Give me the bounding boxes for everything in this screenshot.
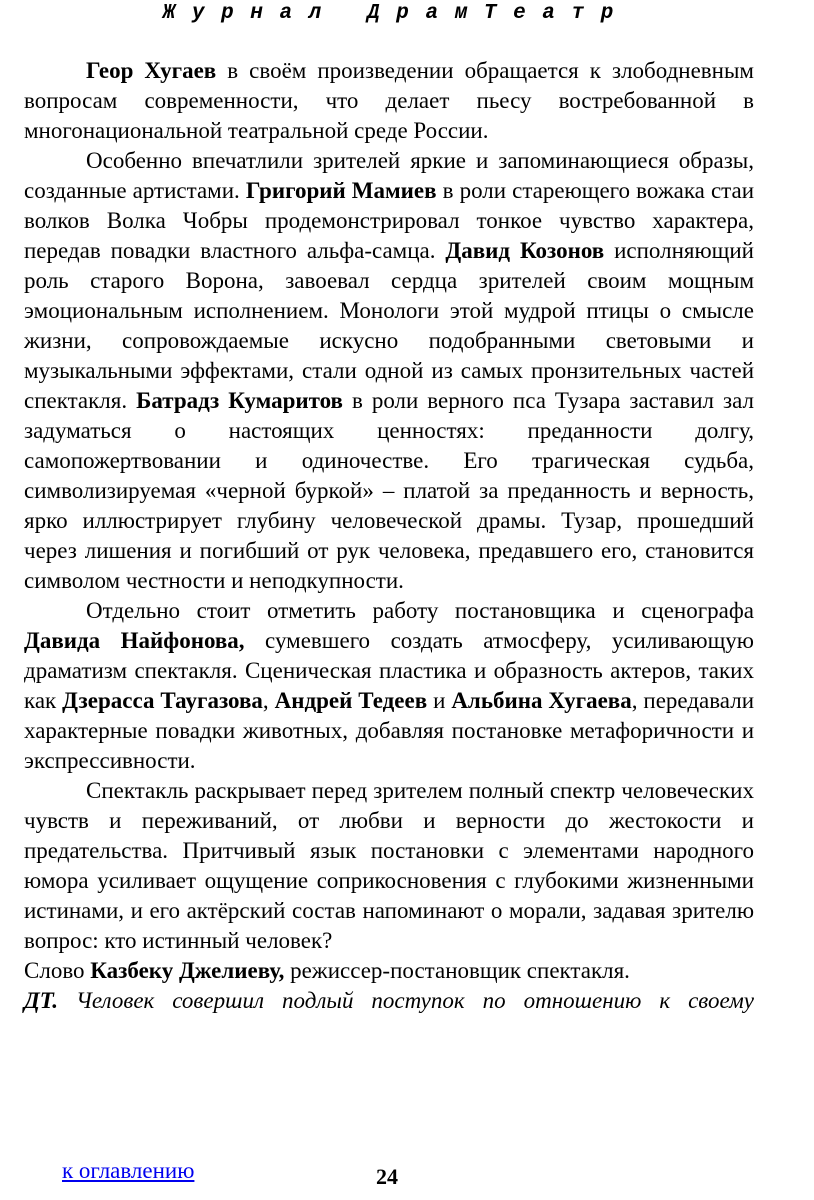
paragraph-actors xyxy=(24,146,754,596)
bold-name: Давид Козонов xyxy=(445,238,605,263)
paragraph-intro xyxy=(24,56,754,146)
bold-name: Альбина Хугаева xyxy=(451,688,632,713)
bold-name: Казбеку Джелиеву, xyxy=(90,958,285,983)
paragraph-text: и xyxy=(427,688,452,713)
paragraph-director xyxy=(24,596,754,776)
paragraph-text: , xyxy=(262,688,275,713)
bold-name: Григорий Мамиев xyxy=(245,178,437,203)
bold-name: Дзерасса Таугазова xyxy=(62,688,263,713)
page-number: 24 xyxy=(376,1164,398,1189)
paragraph-text: в роли стареющего вожака стаи волков Волка Чобры продемонстрировал тонкое чувство характера, передав повадки властного альфа-самца. xyxy=(24,178,755,263)
paragraph-text: в роли верного пса Тузара заставил зал задуматься о настоящих ценностях: преданности долгу, самопожертвовании и одиночестве. Его трагическая судьба, символизируемая «черной буркой» – платой за преданность и верность, ярко иллюстрирует глубину человеческой драмы. Тузар, прошедший через лишения и погибший от рук человека, предавшего его, становится символом честности и неподкупности. xyxy=(24,388,754,593)
toc-link[interactable]: к оглавлению xyxy=(62,1158,195,1183)
paragraph-interview-question xyxy=(24,986,754,1016)
paragraph-text: Отдельно стоит отметить работу постановщика и сценографа xyxy=(86,598,754,623)
paragraph-text: Особенно впечатлили зрителей яркие и запоминающиеся образы, созданные артистами. xyxy=(24,148,754,203)
interviewer-label: ДТ. xyxy=(24,988,59,1013)
paragraph-text: Слово xyxy=(24,958,91,983)
journal-header: Ж у р н а л Д р а м Т е а т р xyxy=(162,2,616,25)
paragraph-text: в своём произведении обращается к злободневным вопросам современности, что делает пьесу востребованной в многонациональной театральной среде России. xyxy=(24,58,754,143)
question-text: Человек совершил подлый поступок по отношению к своему xyxy=(58,988,754,1013)
paragraph-text: , передавали характерные повадки животных, добавляя постановке метафоричности и экспрессивности. xyxy=(24,688,755,773)
paragraph-text: исполняющий роль старого Ворона, завоевал сердца зрителей своим мощным эмоциональным исполнением. Монологи этой мудрой птицы о смысле жизни, сопровождаемые искусно подобранными световыми и музыкальными эффектами, стали одной из самых пронзительных частей спектакля. xyxy=(24,238,754,413)
paragraph-conclusion xyxy=(24,776,754,956)
paragraph-text: Спектакль раскрывает перед зрителем полный спектр человеческих чувств и переживаний, от любви и верности до жестокости и предательства. Притчивый язык постановки с элементами народного юмора усиливает ощущение соприкосновения с глубокими жизненными истинами, и его актёрский состав напоминают о морали, задавая зрителю вопрос: кто истинный человек? xyxy=(24,778,754,953)
bold-name: Андрей Тедеев xyxy=(274,688,428,713)
paragraph-text: режиссер-постановщик спектакля. xyxy=(284,958,630,983)
article-body xyxy=(24,56,754,1016)
paragraph-text: сумевшего создать атмосферу, усиливающую драматизм спектакля. Сценическая пластика и образность актеров, таких как xyxy=(24,628,754,713)
bold-name: Батрадз Кумаритов xyxy=(136,388,343,413)
bold-name: Давида Найфонова, xyxy=(24,628,245,653)
bold-name: Геор Хугаев xyxy=(86,58,217,83)
paragraph-interview-intro xyxy=(24,956,754,986)
